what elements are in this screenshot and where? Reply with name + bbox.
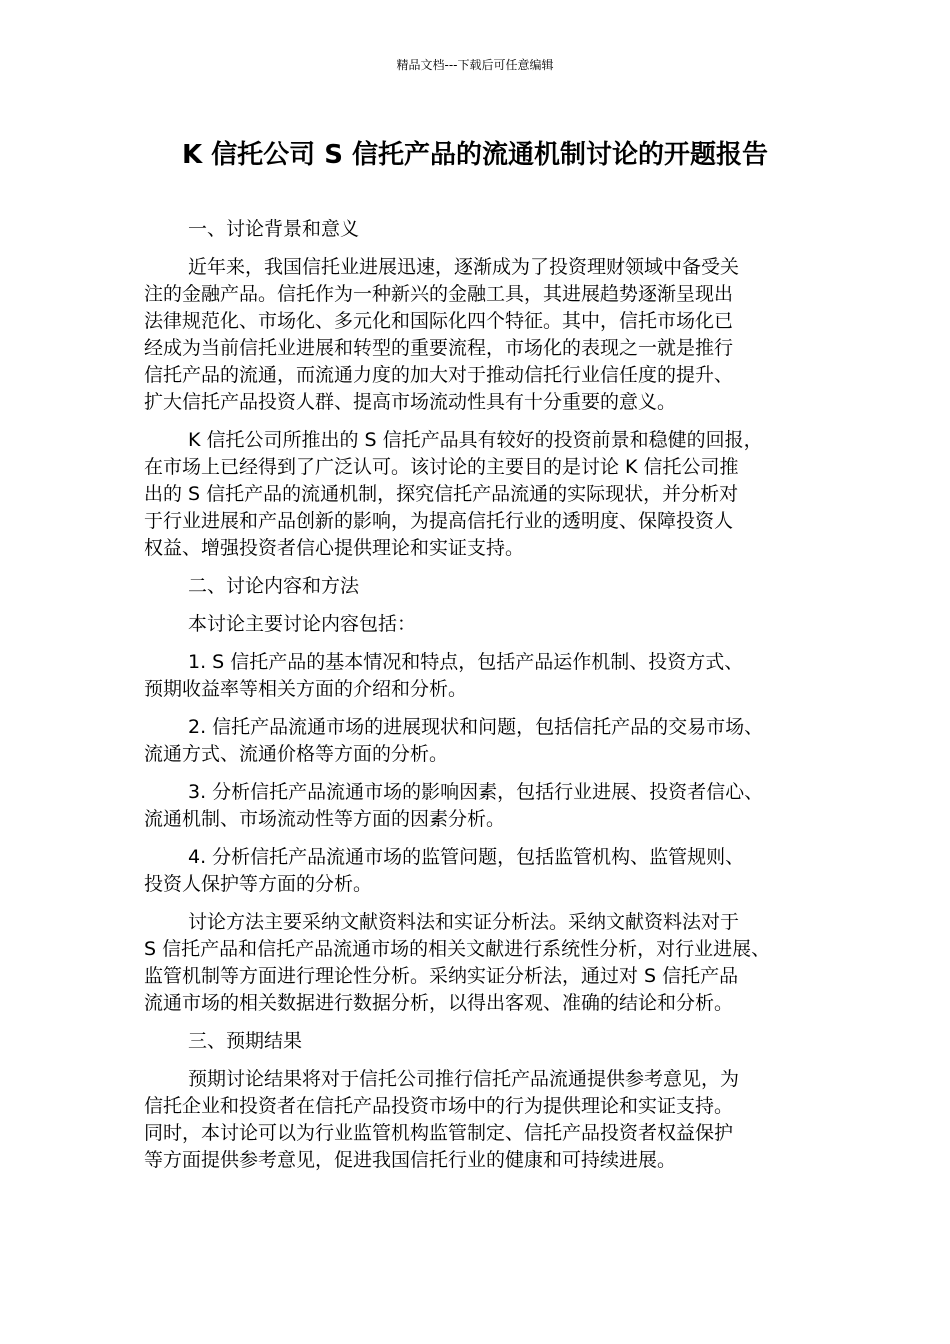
- paragraph-line: 1. S 信托产品的基本情况和特点，包括产品运作机制、投资方式、: [188, 651, 744, 673]
- paragraph: [144, 779, 812, 833]
- paragraph: [144, 611, 812, 638]
- paragraph: [144, 254, 812, 416]
- paragraph-line: 在市场上已经得到了广泛认可。该讨论的主要目的是讨论 K 信托公司推: [144, 456, 739, 478]
- paragraph-line: 二、讨论内容和方法: [188, 575, 360, 597]
- paragraph-line: 扩大信托产品投资人群、提高市场流动性具有十分重要的意义。: [144, 391, 677, 413]
- paragraph: [144, 427, 812, 562]
- paragraph-line: 信托企业和投资者在信托产品投资市场中的行为提供理论和实证支持。: [144, 1095, 734, 1117]
- paragraph-line: 预期收益率等相关方面的介绍和分析。: [144, 678, 468, 700]
- header-note: 精品文档---下载后可任意编辑: [396, 58, 554, 72]
- paragraph-line: 2. 信托产品流通市场的进展现状和问题，包括信托产品的交易市场、: [188, 716, 764, 738]
- document-body: [144, 216, 812, 1185]
- paragraph-line: 三、预期结果: [188, 1030, 303, 1052]
- paragraph-line: 3. 分析信托产品流通市场的影响因素，包括行业进展、投资者信心、: [188, 781, 764, 803]
- paragraph-line: 于行业进展和产品创新的影响，为提高信托行业的透明度、保障投资人: [144, 510, 734, 532]
- paragraph-line: 讨论方法主要采纳文献资料法和实证分析法。采纳文献资料法对于: [188, 911, 740, 933]
- paragraph: [144, 844, 812, 898]
- paragraph: [144, 216, 812, 243]
- paragraph-line: S 信托产品和信托产品流通市场的相关文献进行系统性分析，对行业进展、: [144, 938, 771, 960]
- paragraph-line: 流通机制、市场流动性等方面的因素分析。: [144, 808, 506, 830]
- paragraph-line: 法律规范化、市场化、多元化和国际化四个特征。其中，信托市场化已: [144, 310, 734, 332]
- paragraph-line: 流通市场的相关数据进行数据分析，以得出客观、准确的结论和分析。: [144, 992, 734, 1014]
- paragraph-line: 经成为当前信托业进展和转型的重要流程，市场化的表现之一就是推行: [144, 337, 734, 359]
- paragraph-line: 出的 S 信托产品的流通机制，探究信托产品流通的实际现状，并分析对: [144, 483, 739, 505]
- document-title: K 信托公司 S 信托产品的流通机制讨论的开题报告: [181, 140, 769, 170]
- paragraph-line: 注的金融产品。信托作为一种新兴的金融工具，其进展趋势逐渐呈现出: [144, 283, 734, 305]
- paragraph-line: 信托产品的流通，而流通力度的加大对于推动信托行业信任度的提升、: [144, 364, 734, 386]
- paragraph: [144, 714, 812, 768]
- paragraph: [144, 1028, 812, 1055]
- paragraph: [144, 909, 812, 1017]
- paragraph-line: 4. 分析信托产品流通市场的监管问题，包括监管机构、监管规则、: [188, 846, 745, 868]
- paragraph-line: 等方面提供参考意见，促进我国信托行业的健康和可持续进展。: [144, 1149, 677, 1171]
- paragraph-line: 监管机制等方面进行理论性分析。采纳实证分析法，通过对 S 信托产品: [144, 965, 739, 987]
- paragraph: [144, 649, 812, 703]
- paragraph-line: K 信托公司所推出的 S 信托产品具有较好的投资前景和稳健的回报，: [188, 429, 763, 451]
- paragraph: [144, 1066, 812, 1174]
- paragraph-line: 投资人保护等方面的分析。: [144, 873, 373, 895]
- paragraph-line: 流通方式、流通价格等方面的分析。: [144, 743, 449, 765]
- paragraph-line: 一、讨论背景和意义: [188, 218, 360, 240]
- paragraph-line: 近年来，我国信托业进展迅速，逐渐成为了投资理财领域中备受关: [188, 256, 740, 278]
- paragraph: [144, 573, 812, 600]
- paragraph-line: 同时，本讨论可以为行业监管机构监管制定、信托产品投资者权益保护: [144, 1122, 734, 1144]
- paragraph-line: 本讨论主要讨论内容包括：: [188, 613, 417, 635]
- paragraph-line: 预期讨论结果将对于信托公司推行信托产品流通提供参考意见，为: [188, 1068, 740, 1090]
- paragraph-line: 权益、增强投资者信心提供理论和实证支持。: [144, 537, 525, 559]
